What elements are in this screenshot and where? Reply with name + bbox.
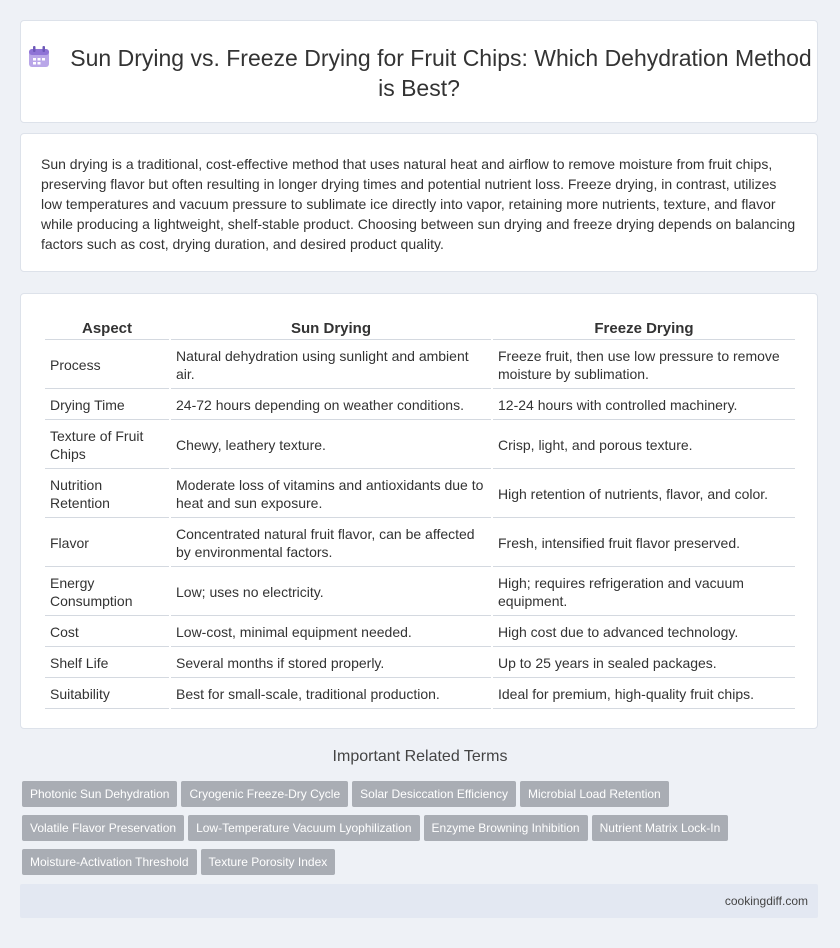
- row-freeze-drying: Up to 25 years in sealed packages.: [493, 649, 795, 678]
- related-term-tag[interactable]: Texture Porosity Index: [201, 849, 336, 875]
- footer-site[interactable]: cookingdiff.com: [724, 894, 808, 908]
- table-row: [45, 520, 795, 567]
- row-freeze-drying: Fresh, intensified fruit flavor preserved.: [493, 520, 795, 567]
- header-aspect: Aspect: [45, 316, 169, 340]
- table-row: [45, 618, 795, 647]
- row-sun-drying: Best for small-scale, traditional production.: [171, 680, 491, 709]
- row-freeze-drying: 12-24 hours with controlled machinery.: [493, 391, 795, 420]
- table-row: [45, 649, 795, 678]
- title-card: [20, 20, 818, 123]
- row-aspect: Drying Time: [45, 391, 169, 420]
- row-sun-drying: Low-cost, minimal equipment needed.: [171, 618, 491, 647]
- related-term-tag[interactable]: Nutrient Matrix Lock-In: [592, 815, 729, 841]
- page-title: Sun Drying vs. Freeze Drying for Fruit Chips: Which Dehydration Method is Best?: [70, 45, 812, 101]
- related-term-tag[interactable]: Low-Temperature Vacuum Lyophilization: [188, 815, 419, 841]
- table-row: [45, 391, 795, 420]
- row-sun-drying: Low; uses no electricity.: [171, 569, 491, 616]
- row-aspect: Energy Consumption: [45, 569, 169, 616]
- row-sun-drying: Chewy, leathery texture.: [171, 422, 491, 469]
- row-freeze-drying: Ideal for premium, high-quality fruit chips.: [493, 680, 795, 709]
- comparison-table-card: [20, 293, 818, 729]
- related-term-tag[interactable]: Solar Desiccation Efficiency: [352, 781, 516, 807]
- table-row: [45, 471, 795, 518]
- calendar-icon: [26, 44, 52, 70]
- row-freeze-drying: High retention of nutrients, flavor, and color.: [493, 471, 795, 518]
- row-sun-drying: 24-72 hours depending on weather conditions.: [171, 391, 491, 420]
- row-aspect: Suitability: [45, 680, 169, 709]
- row-freeze-drying: High; requires refrigeration and vacuum equipment.: [493, 569, 795, 616]
- related-terms-title: Important Related Terms: [332, 748, 508, 765]
- row-sun-drying: Moderate loss of vitamins and antioxidants due to heat and sun exposure.: [171, 471, 491, 518]
- row-aspect: Nutrition Retention: [45, 471, 169, 518]
- related-term-tag[interactable]: Photonic Sun Dehydration: [22, 781, 177, 807]
- related-term-tag[interactable]: Microbial Load Retention: [520, 781, 669, 807]
- row-freeze-drying: Crisp, light, and porous texture.: [493, 422, 795, 469]
- related-term-tag[interactable]: Volatile Flavor Preservation: [22, 815, 184, 841]
- comparison-table: [43, 314, 797, 711]
- header-freeze-drying: Freeze Drying: [493, 316, 795, 340]
- intro-paragraph: Sun drying is a traditional, cost-effective method that uses natural heat and airflow to remove moisture from fruit chips, preserving flavor but often resulting in longer drying times and potential nutrient loss. Freeze drying, in contrast, utilizes low temperatures and vacuum pressure to sublimate ice directly into vapor, retaining more nutrients, texture, and flavor while producing a lightweight, shelf-stable product. Choosing between sun drying and freeze drying depends on balancing factors such as cost, drying duration, and desired product quality.: [41, 156, 796, 252]
- header-sun-drying: Sun Drying: [171, 316, 491, 340]
- table-row: [45, 569, 795, 616]
- row-aspect: Texture of Fruit Chips: [45, 422, 169, 469]
- intro-card: [20, 133, 818, 272]
- related-terms-tags: [22, 781, 822, 883]
- row-aspect: Process: [45, 342, 169, 389]
- row-sun-drying: Concentrated natural fruit flavor, can be affected by environmental factors.: [171, 520, 491, 567]
- row-sun-drying: Natural dehydration using sunlight and ambient air.: [171, 342, 491, 389]
- row-freeze-drying: High cost due to advanced technology.: [493, 618, 795, 647]
- related-term-tag[interactable]: Enzyme Browning Inhibition: [424, 815, 588, 841]
- row-sun-drying: Several months if stored properly.: [171, 649, 491, 678]
- row-aspect: Flavor: [45, 520, 169, 567]
- table-row: [45, 342, 795, 389]
- row-freeze-drying: Freeze fruit, then use low pressure to remove moisture by sublimation.: [493, 342, 795, 389]
- table-header-row: [45, 316, 795, 340]
- table-row: [45, 422, 795, 469]
- table-row: [45, 680, 795, 709]
- page-title-wrap: [21, 43, 817, 103]
- footer: [20, 884, 818, 918]
- row-aspect: Shelf Life: [45, 649, 169, 678]
- row-aspect: Cost: [45, 618, 169, 647]
- related-term-tag[interactable]: Cryogenic Freeze-Dry Cycle: [181, 781, 348, 807]
- related-term-tag[interactable]: Moisture-Activation Threshold: [22, 849, 197, 875]
